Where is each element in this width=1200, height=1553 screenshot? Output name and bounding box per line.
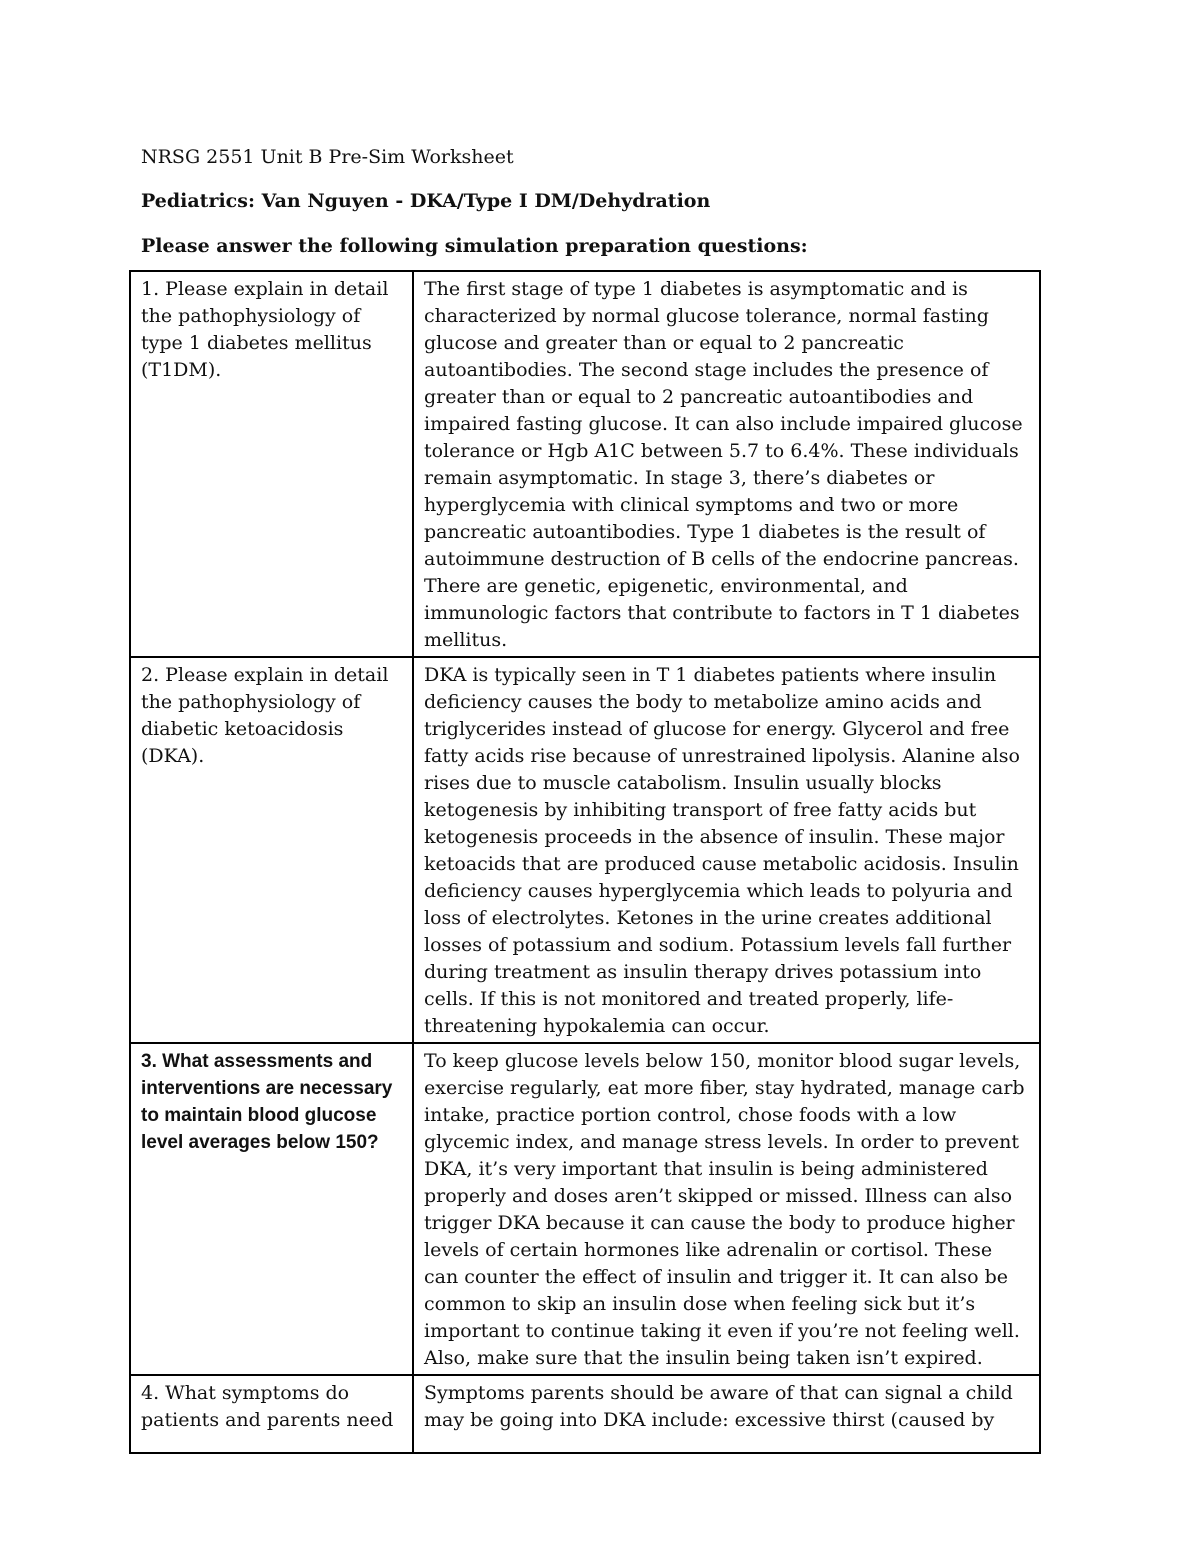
question-answer-table	[129, 270, 1041, 1454]
table-row	[130, 657, 1040, 1043]
answer-cell: DKA is typically seen in T 1 diabetes patients where insulin deficiency causes the body to metabolize amino acids and triglycerides instead of glucose for energy. Glycerol and free fatty acids rise because of unrestrained lipolysis. Alanine also rises due to muscle catabolism. Insulin usually blocks ketogenesis by inhibiting transport of free fatty acids but ketogenesis proceeds in the absence of insulin. These major ketoacids that are produced cause metabolic acidosis. Insulin deficiency causes hyperglycemia which leads to polyuria and loss of electrolytes. Ketones in the urine creates additional losses of potassium and sodium. Potassium levels fall further during treatment as insulin therapy drives potassium into cells. If this is not monitored and treated properly, life-threatening hypokalemia can occur.	[413, 657, 1040, 1043]
answer-cell: To keep glucose levels below 150, monitor blood sugar levels, exercise regularly, eat more fiber, stay hydrated, manage carb intake, practice portion control, chose foods with a low glycemic index, and manage stress levels. In order to prevent DKA, it’s very important that insulin is being administered properly and doses aren’t skipped or missed. Illness can also trigger DKA because it can cause the body to produce higher levels of certain hormones like adrenalin or cortisol. These can counter the effect of insulin and trigger it. It can also be common to skip an insulin dose when feeling sick but it’s important to continue taking it even if you’re not feeling well. Also, make sure that the insulin being taken isn’t expired.	[413, 1043, 1040, 1375]
question-cell: 4. What symptoms do patients and parents need	[130, 1375, 413, 1453]
question-cell: 1. Please explain in detail the pathophysiology of type 1 diabetes mellitus (T1DM).	[130, 271, 413, 657]
answer-cell: Symptoms parents should be aware of that can signal a child may be going into DKA include: excessive thirst (caused by	[413, 1375, 1040, 1453]
table-row	[130, 1043, 1040, 1375]
table-row	[130, 1375, 1040, 1453]
question-cell: 2. Please explain in detail the pathophysiology of diabetic ketoacidosis (DKA).	[130, 657, 413, 1043]
question-cell: 3. What assessments and interventions are necessary to maintain blood glucose level averages below 150?	[130, 1043, 413, 1375]
document-title: NRSG 2551 Unit B Pre-Sim Worksheet	[141, 146, 514, 168]
document-subtitle: Pediatrics: Van Nguyen - DKA/Type I DM/Dehydration	[141, 190, 711, 212]
document-instructions: Please answer the following simulation preparation questions:	[141, 235, 808, 257]
answer-cell: The first stage of type 1 diabetes is asymptomatic and is characterized by normal glucose tolerance, normal fasting glucose and greater than or equal to 2 pancreatic autoantibodies. The second stage includes the presence of greater than or equal to 2 pancreatic autoantibodies and impaired fasting glucose. It can also include impaired glucose tolerance or Hgb A1C between 5.7 to 6.4%. These individuals remain asymptomatic. In stage 3, there’s diabetes or hyperglycemia with clinical symptoms and two or more pancreatic autoantibodies. Type 1 diabetes is the result of autoimmune destruction of B cells of the endocrine pancreas. There are genetic, epigenetic, environmental, and immunologic factors that contribute to factors in T 1 diabetes mellitus.	[413, 271, 1040, 657]
table-row	[130, 271, 1040, 657]
